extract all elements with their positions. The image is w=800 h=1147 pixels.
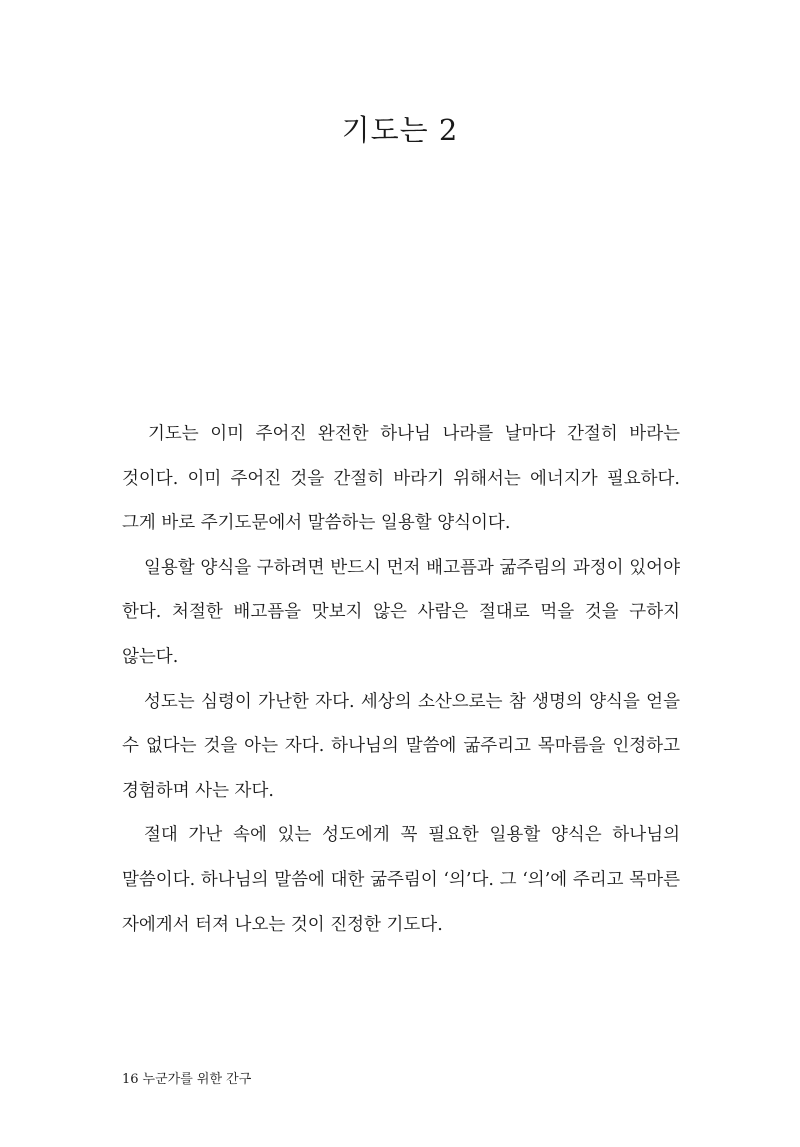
paragraph-2: 일용할 양식을 구하려면 반드시 먼저 배고픔과 굶주림의 과정이 있어야 한다. 처절한 배고픔을 맛보지 않은 사람은 절대로 먹을 것을 구하지 않는다. — [122, 557, 680, 667]
book-title: 누군가를 위한 간구 — [142, 1072, 252, 1087]
paragraph-3: 성도는 심령이 가난한 자다. 세상의 소산으로는 참 생명의 양식을 얻을 수 없다는 것을 아는 자다. 하나님의 말씀에 굶주리고 목마름을 인정하고 경험하며 사는 자다. — [122, 691, 680, 801]
paragraph-1: 기도는 이미 주어진 완전한 하나님 나라를 날마다 간절히 바라는 것이다. 이미 주어진 것을 간절히 바라기 위해서는 에너지가 필요하다. 그게 바로 주기도문에서 말씀하는 일용할 양식이다. — [122, 424, 680, 534]
page-footer — [122, 1071, 251, 1089]
paragraph-4: 절대 가난 속에 있는 성도에게 꼭 필요한 일용할 양식은 하나님의 말씀이다. 하나님의 말씀에 대한 굶주림이 ‘의’다. 그 ‘의’에 주리고 목마른 자에게서 터져 나오는 것이 진정한 기도다. — [122, 825, 680, 935]
body-text — [122, 412, 680, 947]
page-number: 16 — [122, 1072, 139, 1087]
page-title: 기도는 2 — [341, 113, 459, 147]
